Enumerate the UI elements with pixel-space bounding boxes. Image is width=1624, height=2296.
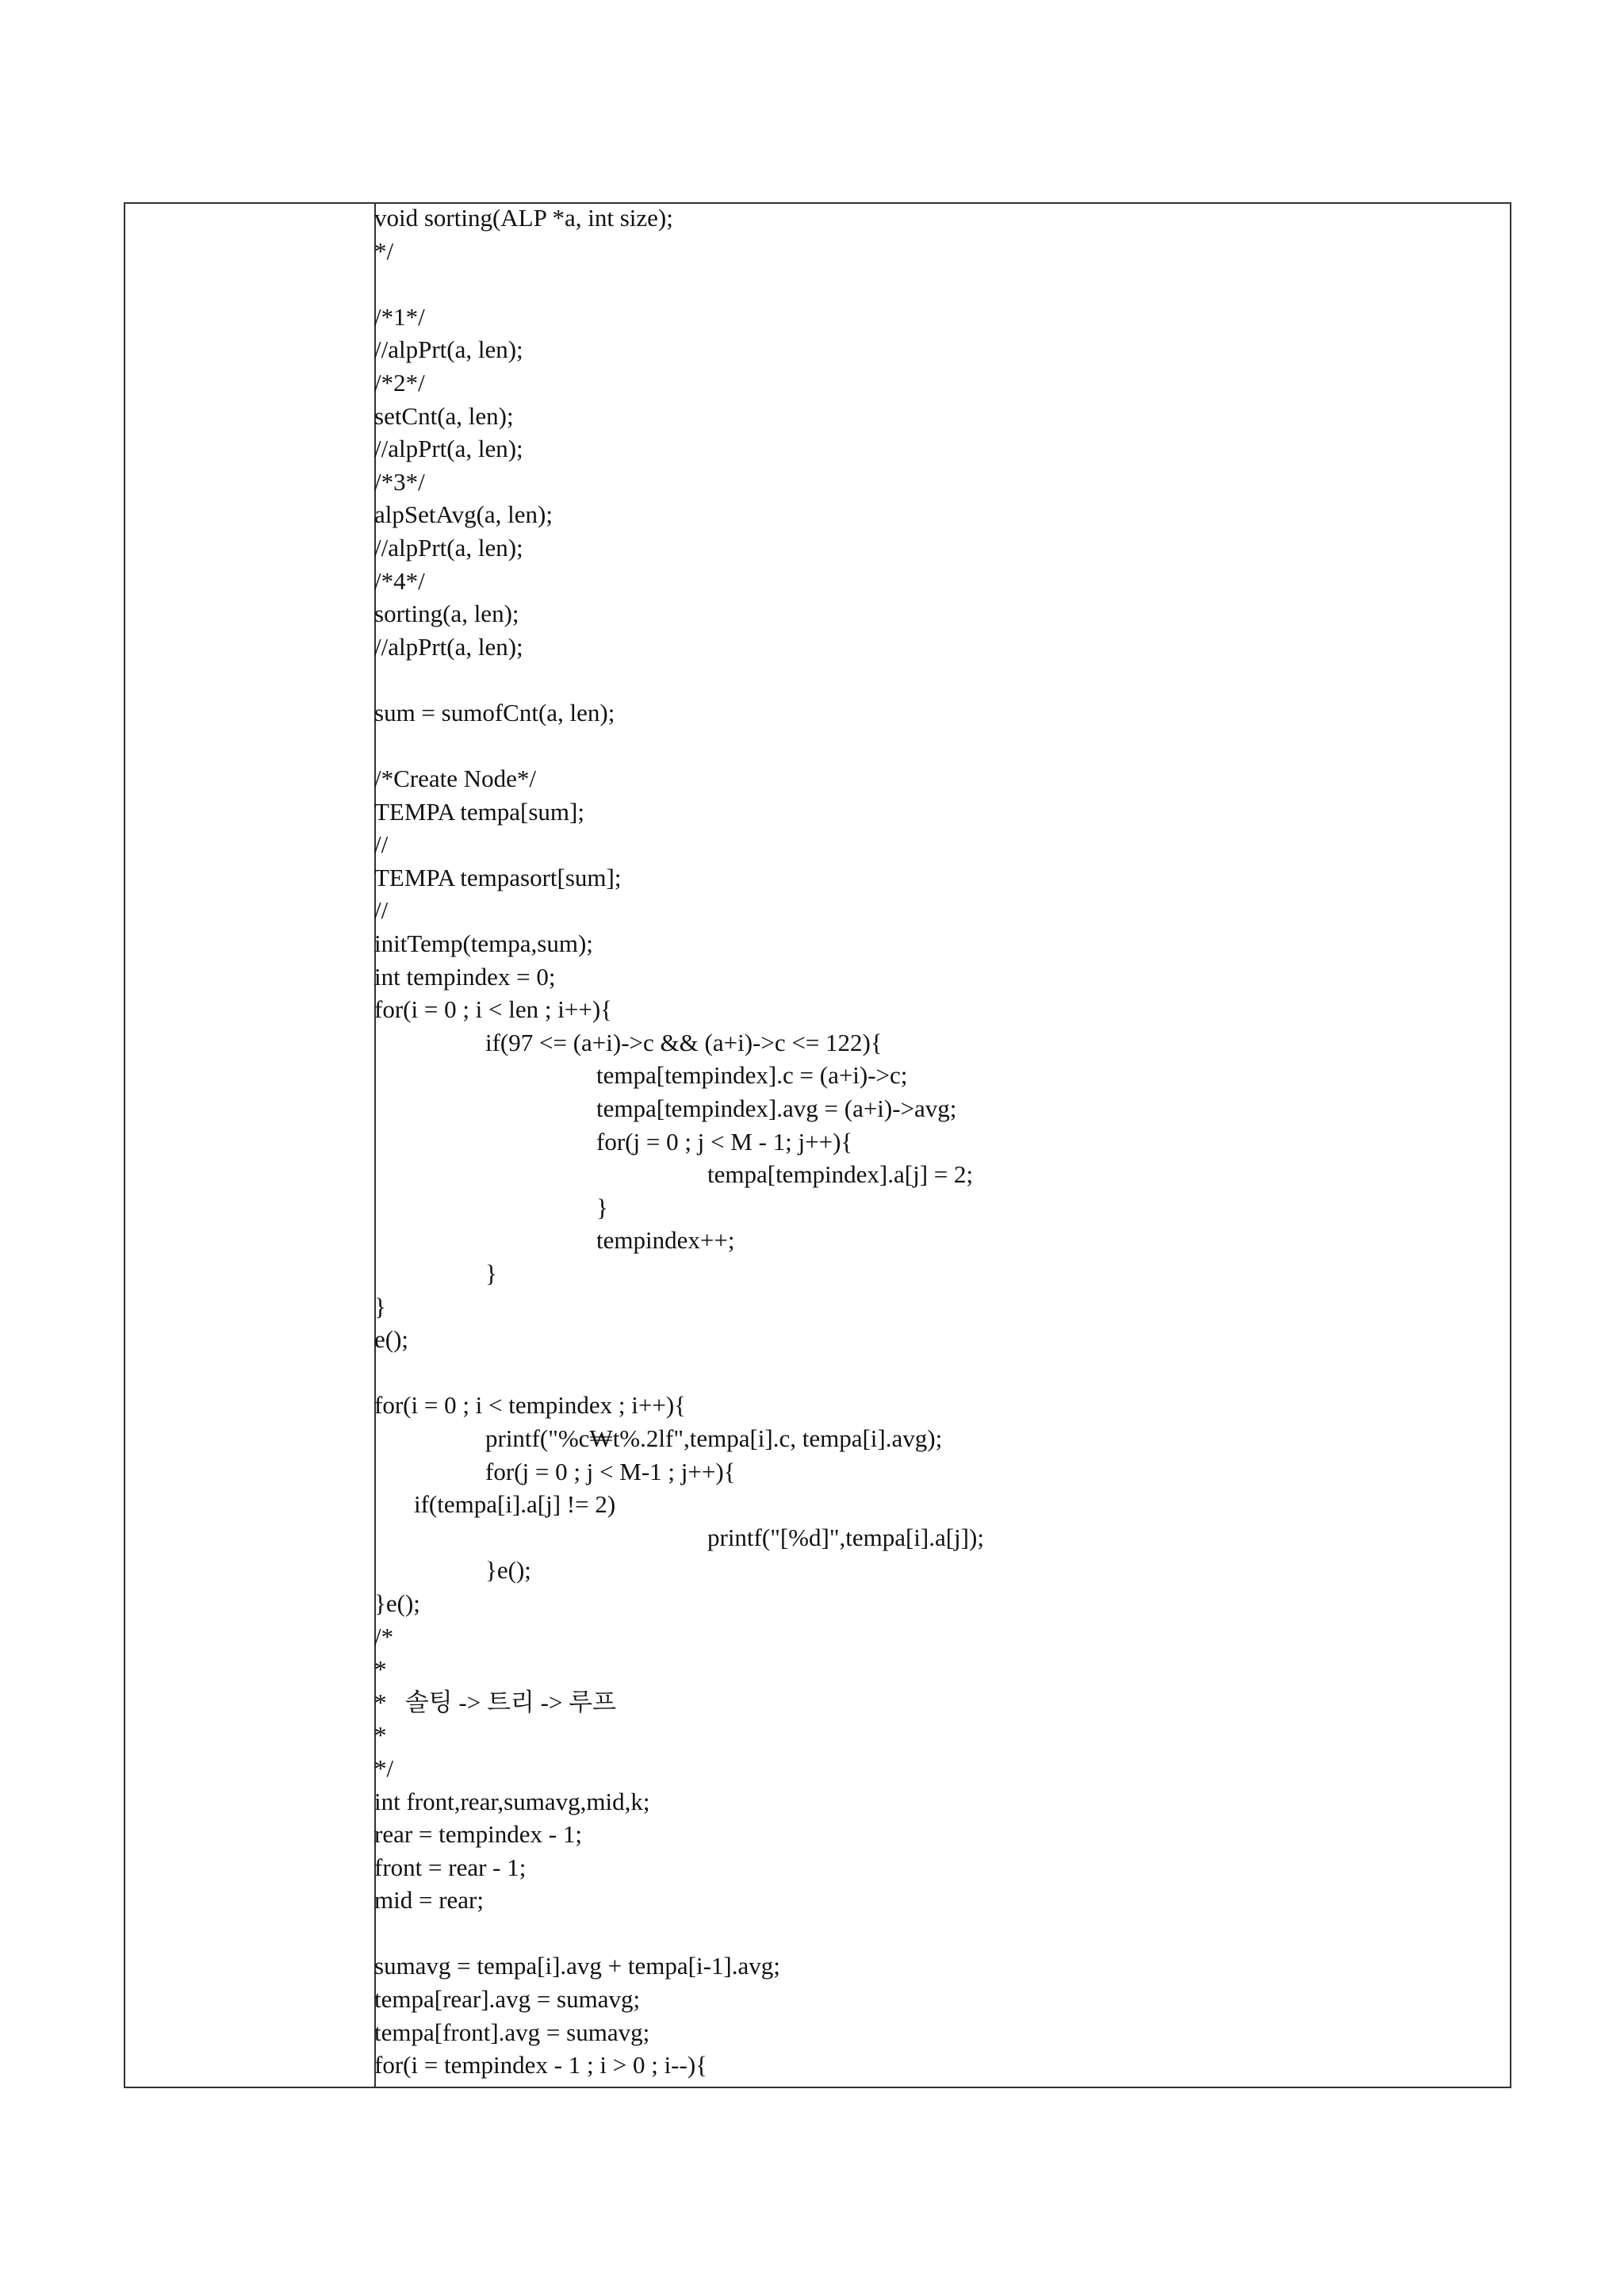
code-line: // — [374, 896, 389, 925]
code-line: /*2*/ — [374, 368, 425, 397]
code-line: printf("%c₩t%.2lf",tempa[i].c, tempa[i].avg); — [485, 1424, 943, 1452]
code-line: front = rear - 1; — [374, 1853, 527, 1881]
code-line: e(); — [374, 1325, 409, 1354]
code-line: void sorting(ALP *a, int size); — [374, 204, 673, 232]
code-line: // — [374, 830, 389, 859]
code-line: /*1*/ — [374, 302, 425, 331]
code-line: tempa[rear].avg = sumavg; — [374, 1985, 641, 2014]
code-line: tempa[tempindex].avg = (a+i)->avg; — [596, 1094, 957, 1123]
code-line: for(i = 0 ; i < tempindex ; i++){ — [374, 1391, 687, 1420]
code-line: rear = tempindex - 1; — [374, 1820, 582, 1849]
code-line: /*Create Node*/ — [374, 765, 537, 793]
code-line: initTemp(tempa,sum); — [374, 930, 593, 958]
code-line: }e(); — [374, 1589, 420, 1617]
code-line: /*3*/ — [374, 467, 425, 496]
code-line: mid = rear; — [374, 1886, 484, 1915]
code-listing — [374, 201, 1484, 2082]
code-line: int front,rear,sumavg,mid,k; — [374, 1787, 650, 1815]
code-line: //alpPrt(a, len); — [374, 335, 523, 364]
code-line: TEMPA tempa[sum]; — [374, 797, 584, 826]
code-line: sum = sumofCnt(a, len); — [374, 698, 615, 726]
code-line: } — [374, 1292, 386, 1320]
code-line: } — [596, 1193, 608, 1221]
code-line: sumavg = tempa[i].avg + tempa[i-1].avg; — [374, 1952, 780, 1980]
code-line: alpSetAvg(a, len); — [374, 500, 553, 529]
code-line — [374, 663, 1484, 696]
code-line: printf("[%d]",tempa[i].a[j]); — [707, 1523, 984, 1551]
code-line: * 솔팅 -> 트리 -> 루프 — [374, 1688, 617, 1716]
code-line: tempa[tempindex].c = (a+i)->c; — [596, 1061, 908, 1090]
code-line: setCnt(a, len); — [374, 401, 514, 430]
code-line: for(i = 0 ; i < len ; i++){ — [374, 995, 613, 1024]
code-line: for(j = 0 ; j < M - 1; j++){ — [596, 1127, 853, 1156]
code-line: for(j = 0 ; j < M-1 ; j++){ — [485, 1457, 736, 1485]
code-line: if(97 <= (a+i)->c && (a+i)->c <= 122){ — [485, 1028, 883, 1056]
code-line: tempa[front].avg = sumavg; — [374, 2018, 650, 2046]
code-line — [374, 267, 1484, 301]
code-line: //alpPrt(a, len); — [374, 533, 523, 562]
code-line: /*4*/ — [374, 566, 425, 595]
code-line — [374, 1356, 1484, 1389]
code-line: if(tempa[i].a[j] != 2) — [414, 1490, 616, 1519]
code-line: * — [374, 1721, 387, 1750]
code-line: int tempindex = 0; — [374, 962, 556, 991]
code-line: */ — [374, 1754, 394, 1782]
code-line: tempa[tempindex].a[j] = 2; — [707, 1160, 974, 1189]
code-line: */ — [374, 236, 394, 265]
code-line: //alpPrt(a, len); — [374, 435, 523, 463]
code-line: //alpPrt(a, len); — [374, 632, 523, 661]
code-line: }e(); — [485, 1556, 531, 1585]
code-line — [374, 730, 1484, 763]
code-line: /* — [374, 1622, 394, 1650]
code-line: * — [374, 1655, 387, 1684]
code-line: sorting(a, len); — [374, 600, 519, 628]
code-line — [374, 1917, 1484, 1950]
code-line: tempindex++; — [596, 1226, 735, 1255]
code-line: } — [485, 1259, 497, 1287]
code-line: for(i = tempindex - 1 ; i > 0 ; i--){ — [374, 2051, 708, 2079]
code-line: TEMPA tempasort[sum]; — [374, 863, 622, 891]
table-label-column — [125, 204, 376, 2087]
